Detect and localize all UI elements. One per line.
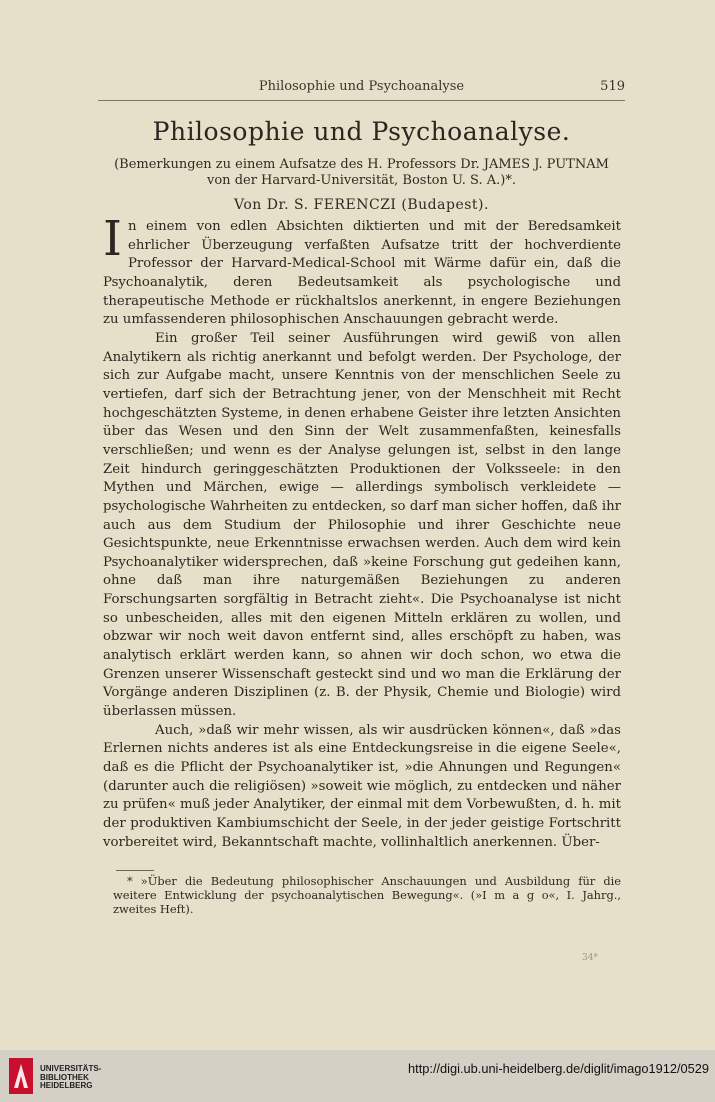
library-name [40,1065,101,1091]
footnote [113,874,621,917]
digitization-footer [0,1050,715,1102]
article-subtitle [98,157,625,189]
footnote-text: * »Über die Bedeutung philosophischer Anschauungen und Ausbildung für die weitere Entwicklung der psychoanalytischen Bewegung«. (»I m a g o«, I. Jahrg., zweites Heft). [113,874,621,917]
library-line-2: BIBLIOTHEK [40,1072,89,1082]
paragraph-2: Ein großer Teil seiner Ausführungen wird gewiß von allen Analytikern als richtig anerkannt und befolgt werden. Der Psychologe, der sich zur Aufgabe macht, unsere Kenntnis von der menschlichen Seele zu vertiefen, darf sich der Betrachtung jener, von der Menschheit mit Recht hochgeschätzten Systeme, in denen erhabene Geister ihre letzten Ansichten über das Wesen und den Sinn der Welt zusammenfaßten, keinesfalls verschließen; und wenn es der Analyse gelungen ist, selbst in den lange Zeit hindurch geringgeschätzten Produktionen der Volksseele: in den Mythen und Märchen, ewige — allerdings symbolisch verkleidete — psychologische Wahrheiten zu entdecken, so darf man sicher hoffen, daß ihr auch aus dem Studium der Philosophie und ihrer Geschichte neue Gesichtspunkte, neue Erkenntnisse erwachsen werden. Auch dem wird kein Psychoanalytiker widersprechen, daß »keine Forschung gut gedeihen kann, ohne daß man ihre naturgemäßen Beziehungen zu anderen Forschungsarten sorgfältig in Betracht zieht«. Die Psychoanalyse ist nicht so unbescheiden, alles mit den eigenen Mitteln erklären zu wollen, und obzwar wir noch weit davon entfernt sind, alles erschöpft zu haben, was analytisch erklärt werden kann, so ahnen wir doch schon, wo etwa die Grenzen unserer Wissenschaft gesteckt sind und wo man die Erklärung der Vorgänge anderen Disziplinen (z. B. der Physik, Chemie und Biologie) wird überlassen müssen. [103,330,621,720]
library-line-3: HEIDELBERG [40,1081,93,1091]
printer-signature-mark: 34* [582,953,598,963]
paragraph-1 [103,211,621,330]
footnote-divider [116,870,154,871]
running-title: Philosophie und Psychoanalyse [258,79,465,94]
subtitle-line-2: von der Harvard-Universität, Boston U. S. A.)*. [207,173,516,188]
subtitle-line-1: (Bemerkungen zu einem Aufsatze des H. Professors Dr. JAMES J. PUTNAM [114,157,609,172]
paragraph-1-text: n einem von edlen Absichten diktierten und mit der Beredsamkeit ehrlicher Überzeugung verfaßten Aufsatze tritt der hochverdiente Professor der Harvard-Medical-School mit Wärme dafür ein, daß die Psychoanalytik, deren Bedeutsamkeit als psychologische und therapeutische Methode er rückhaltslos anerkennt, in engere Beziehungen zu umfassenderen philosophischen Anschauungen gebracht werde. [103,219,621,328]
library-line-1: UNIVERSITÄTS- [40,1064,102,1073]
running-header [98,74,625,101]
article-author: Von Dr. S. FERENCZI (Budapest). [234,197,489,213]
article-body [103,211,621,852]
article-title: Philosophie und Psychoanalyse. [152,117,571,146]
page-number: 519 [600,79,625,94]
paragraph-3: Auch, »daß wir mehr wissen, als wir ausdrücken können«, daß »das Erlernen nichts anderes ist als eine Entdeckungsreise in die eigene Seele«, daß es die Pflicht der Psychoanalytiker ist, »die Ahnungen und Regungen« (darunter auch die religiösen) »soweit wie möglich, zu entdecken und näher zu prüfen« muß jeder Analytiker, der einmal mit dem Vorbewußten, d. h. mit der produktiven Kambiumschicht der Seele, in der jeder geistige Fortschritt vorbereitet wird, Bekanntschaft machte, vollinhaltlich anerkennen. Über- [103,722,621,850]
library-logo-icon[interactable] [9,1058,33,1094]
permalink-url[interactable]: http://digi.ub.uni-heidelberg.de/diglit/imago1912/0529 [408,1061,709,1076]
drop-cap: I [103,211,122,267]
